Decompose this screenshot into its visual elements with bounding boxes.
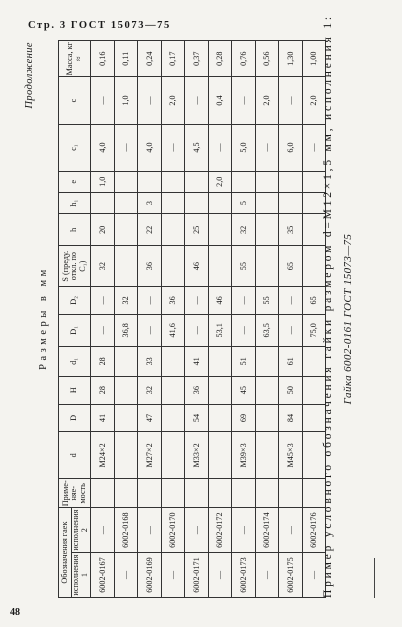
table-cell: 35 [279, 214, 303, 246]
table-cell: М27×2 [138, 432, 162, 479]
table-cell [208, 192, 232, 213]
table-cell [255, 246, 279, 287]
column-header: e [59, 171, 91, 192]
table-cell [114, 479, 138, 508]
table-cell [208, 404, 232, 432]
column-header: исполнения 1 [71, 554, 89, 596]
table-cell: — [185, 314, 209, 346]
table-cell: 54 [185, 404, 209, 432]
table-cell: 1,00 [302, 41, 326, 77]
table-row [114, 41, 138, 598]
table-cell [114, 192, 138, 213]
table-cell [161, 171, 185, 192]
table-cell: — [114, 553, 138, 598]
table-cell: — [208, 124, 232, 171]
table-cell: — [91, 314, 115, 346]
column-header: S (преду. откл. по С₁) [59, 246, 91, 287]
table-cell: — [91, 77, 115, 124]
table-cell: 22 [138, 214, 162, 246]
table-cell [161, 192, 185, 213]
table-cell [208, 346, 232, 376]
table-cell: 2,0 [161, 77, 185, 124]
table-cell: — [279, 508, 303, 553]
table-cell [161, 479, 185, 508]
table-cell [185, 171, 209, 192]
table-cell: 36,8 [114, 314, 138, 346]
table-cell: 55 [232, 246, 256, 287]
table-cell [185, 479, 209, 508]
table-cell [91, 479, 115, 508]
table-cell: 5 [232, 192, 256, 213]
table-cell: 32 [91, 246, 115, 287]
table-row [232, 41, 256, 598]
table-cell [185, 192, 209, 213]
table-cell: — [185, 508, 209, 553]
table-cell: — [302, 124, 326, 171]
table-cell: 50 [279, 376, 303, 404]
table-cell: 6002-0173 [232, 553, 256, 598]
table-cell [255, 346, 279, 376]
table-cell: 32 [232, 214, 256, 246]
table-cell: М45×3 [279, 432, 303, 479]
table-cell [255, 404, 279, 432]
table-cell [255, 171, 279, 192]
table-cell: — [279, 77, 303, 124]
table-cell: М33×2 [185, 432, 209, 479]
table-cell [279, 479, 303, 508]
table-cell [232, 479, 256, 508]
table-cell [114, 404, 138, 432]
table-cell: — [91, 508, 115, 553]
table-cell: 36 [138, 246, 162, 287]
table-cell: — [138, 314, 162, 346]
table-cell: М24×2 [91, 432, 115, 479]
table-cell: — [279, 286, 303, 314]
table-cell: 4,0 [138, 124, 162, 171]
table-cell: — [208, 553, 232, 598]
column-header: D [59, 404, 91, 432]
table-cell: — [161, 553, 185, 598]
page-header: Стр. 3 ГОСТ 15073—75 [28, 20, 171, 31]
table-cell: — [255, 553, 279, 598]
table-cell: 36 [185, 376, 209, 404]
dimensions-table [58, 40, 326, 598]
table-cell [91, 192, 115, 213]
table-cell: 55 [255, 286, 279, 314]
table-cell: 46 [208, 286, 232, 314]
table-cell: 1,0 [91, 171, 115, 192]
table-cell: — [232, 77, 256, 124]
table-row [185, 41, 209, 598]
table-cell [114, 214, 138, 246]
column-header: D₂ [59, 286, 91, 314]
table-cell: 63,5 [255, 314, 279, 346]
table-cell: 4,0 [91, 124, 115, 171]
table-cell: 32 [138, 376, 162, 404]
table-cell: 0,28 [208, 41, 232, 77]
table-cell: 28 [91, 376, 115, 404]
table-cell: — [138, 77, 162, 124]
table-cell [114, 432, 138, 479]
table-cell [255, 479, 279, 508]
table-cell: 0,4 [208, 77, 232, 124]
table-cell [232, 171, 256, 192]
table-cell: 36 [161, 286, 185, 314]
table-cell: — [185, 286, 209, 314]
table-cell: — [302, 553, 326, 598]
table-cell: 1,0 [114, 77, 138, 124]
table-cell [208, 214, 232, 246]
table-row [255, 41, 279, 598]
table-cell: — [91, 286, 115, 314]
table-cell: — [114, 124, 138, 171]
table-cell: 0,16 [91, 41, 115, 77]
table-cell: 25 [185, 214, 209, 246]
table-cell [208, 376, 232, 404]
table-cell: 84 [279, 404, 303, 432]
table-cell: 65 [279, 246, 303, 287]
table-cell: — [138, 508, 162, 553]
table-cell: 6002-0168 [114, 508, 138, 553]
table-cell: 0,56 [255, 41, 279, 77]
table-cell: 0,76 [232, 41, 256, 77]
table-cell: 0,11 [114, 41, 138, 77]
designation-example-code: Гайка 6002-0161 ГОСТ 15073—75 [342, 233, 354, 405]
table-cell: — [255, 124, 279, 171]
group-header: Обозначения гаек [59, 508, 72, 598]
table-cell [255, 432, 279, 479]
table-row [91, 41, 115, 598]
table-cell: 4,5 [185, 124, 209, 171]
column-header: Приме-няе-мость [59, 479, 91, 508]
table-cell [161, 432, 185, 479]
table-cell: 61 [279, 346, 303, 376]
table-cell: 6002-0167 [91, 553, 115, 598]
table-cell [161, 404, 185, 432]
table-cell [161, 346, 185, 376]
table-cell: — [161, 124, 185, 171]
table-row [279, 41, 303, 598]
table-cell: 6002-0174 [255, 508, 279, 553]
table-cell [138, 171, 162, 192]
table-row [138, 41, 162, 598]
table-cell: 0,17 [161, 41, 185, 77]
table-cell: 41 [185, 346, 209, 376]
table-cell: 6002-0169 [138, 553, 162, 598]
column-header: Масса, кг ≈ [59, 41, 91, 77]
table-cell: — [232, 508, 256, 553]
table-cell [114, 376, 138, 404]
table-cell [255, 192, 279, 213]
table-cell [138, 479, 162, 508]
table-cell: 33 [138, 346, 162, 376]
column-header: H [59, 376, 91, 404]
table-cell [114, 171, 138, 192]
table-cell [161, 376, 185, 404]
table-cell: — [279, 314, 303, 346]
table-cell: 41 [91, 404, 115, 432]
table-cell: 53,1 [208, 314, 232, 346]
table-cell: 65 [302, 286, 326, 314]
table-cell [114, 346, 138, 376]
table-cell: 47 [138, 404, 162, 432]
table-cell [208, 246, 232, 287]
table-cell: 2,0 [255, 77, 279, 124]
table-cell: 3 [138, 192, 162, 213]
table-cell [279, 171, 303, 192]
column-header: d₁ [59, 346, 91, 376]
table-cell: — [185, 77, 209, 124]
table-cell: 45 [232, 376, 256, 404]
table-cell: М39×3 [232, 432, 256, 479]
table-cell: 75,0 [302, 314, 326, 346]
table-cell: 2,0 [302, 77, 326, 124]
table-cell: 6002-0175 [279, 553, 303, 598]
column-header: c [59, 77, 91, 124]
column-header: h₁ [59, 192, 91, 213]
table-cell: 0,37 [185, 41, 209, 77]
table-cell: — [232, 314, 256, 346]
table-cell: 51 [232, 346, 256, 376]
table-cell [114, 246, 138, 287]
table-cell: 69 [232, 404, 256, 432]
table-cell: 1,30 [279, 41, 303, 77]
table-cell: 46 [185, 246, 209, 287]
table-cell [208, 432, 232, 479]
table-cell: 6,0 [279, 124, 303, 171]
table-cell: 32 [114, 286, 138, 314]
table-cell [255, 376, 279, 404]
table-cell: 20 [91, 214, 115, 246]
continuation-label: Продолжение [24, 42, 35, 109]
table-cell: 6002-0170 [161, 508, 185, 553]
table-cell: 6002-0171 [185, 553, 209, 598]
table-row [208, 41, 232, 598]
table-cell: 2,0 [208, 171, 232, 192]
table-cell: 5,0 [232, 124, 256, 171]
table-cell: 0,24 [138, 41, 162, 77]
table-cell: 6002-0176 [302, 508, 326, 553]
table-caption: Размеры в мм [38, 266, 49, 370]
column-header: c₁ [59, 124, 91, 171]
table-cell: 6002-0172 [208, 508, 232, 553]
page-number: 48 [10, 607, 20, 618]
column-header: исполнения 2 [71, 509, 89, 551]
footnote-rule [374, 558, 375, 598]
table-cell [255, 214, 279, 246]
table-cell: — [138, 286, 162, 314]
table-cell [208, 479, 232, 508]
table-cell: 41,6 [161, 314, 185, 346]
table-cell [161, 214, 185, 246]
table-cell [279, 192, 303, 213]
table-cell [161, 246, 185, 287]
table-cell: 28 [91, 346, 115, 376]
column-header: h [59, 214, 91, 246]
designation-example-text: Пример условного обозначения гайки размером d=М12×1,5 мм, исполнения 1: [322, 14, 334, 598]
table-cell: — [232, 286, 256, 314]
table-row [161, 41, 185, 598]
column-header: D₁ [59, 314, 91, 346]
column-header: d [59, 432, 91, 479]
